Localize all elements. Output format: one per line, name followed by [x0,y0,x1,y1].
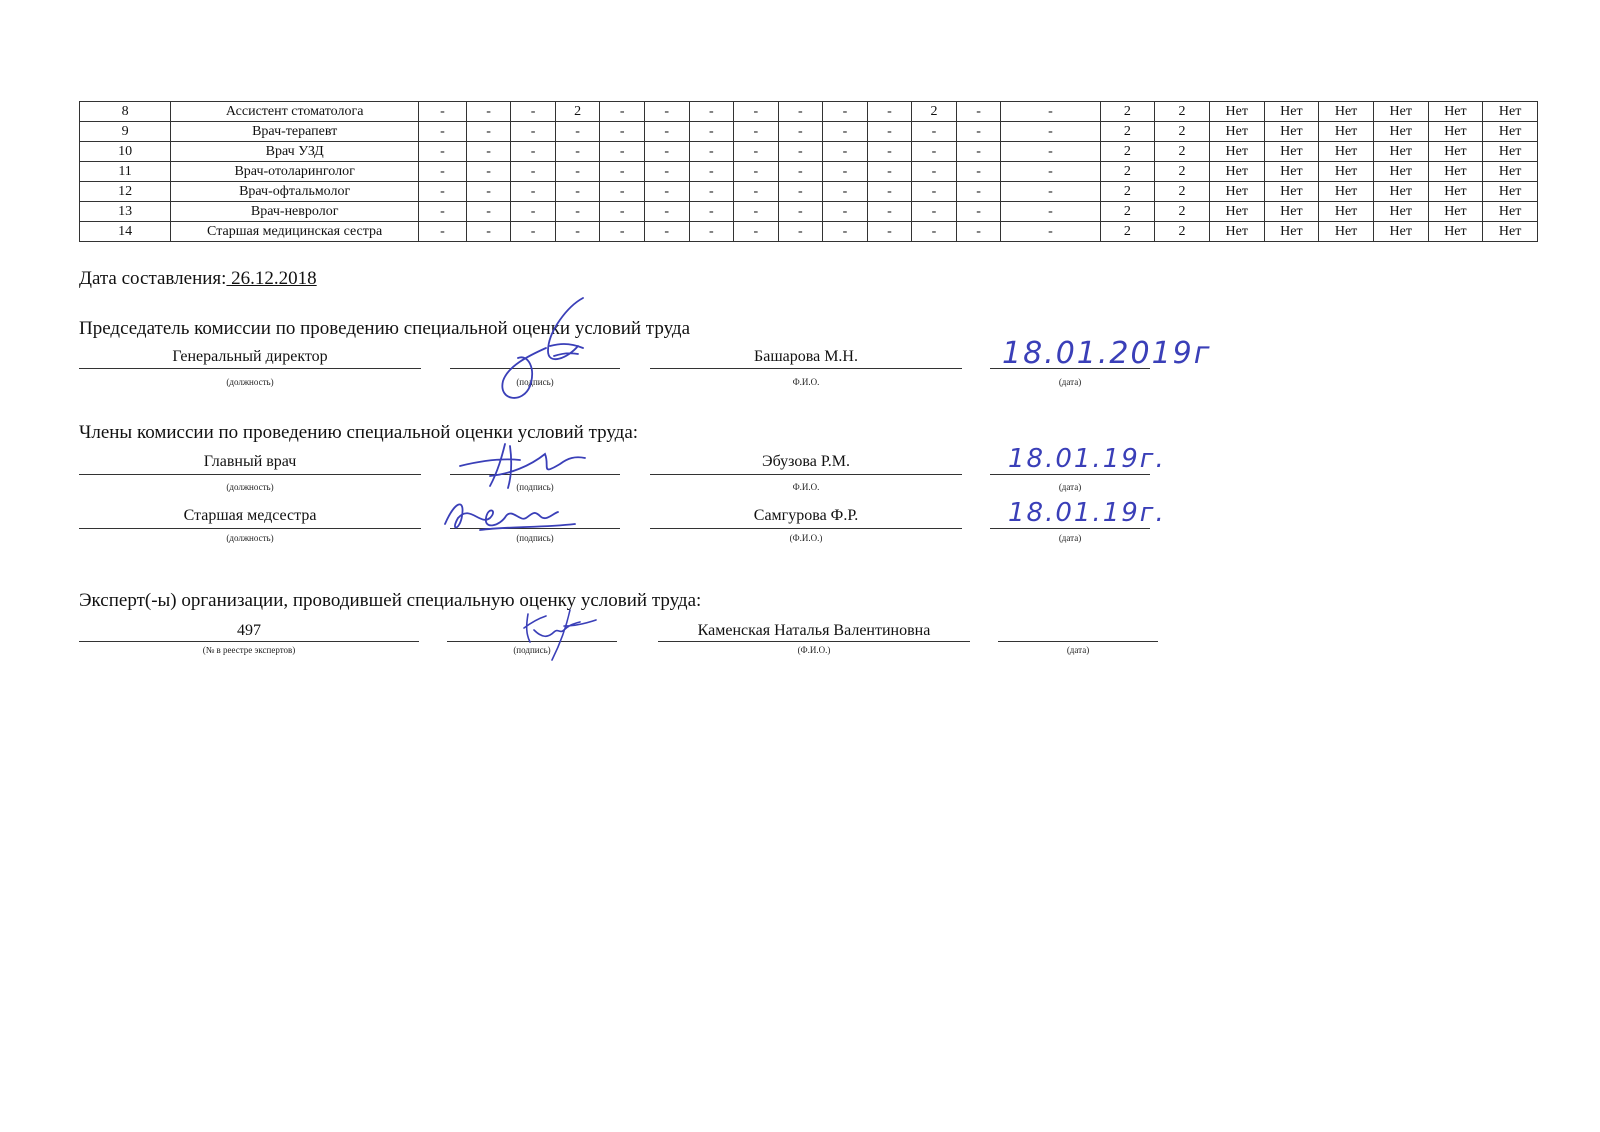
table-cell: - [912,162,957,182]
job-title-cell: Врач-терапевт [171,122,419,142]
table-row [80,102,1538,122]
member-1-fio-caption: Ф.И.О. [792,482,820,492]
compile-date [79,268,317,290]
chairman-position-caption: (должность) [226,377,274,387]
table-cell: - [912,202,957,222]
table-cell: Нет [1483,182,1538,202]
table-cell: - [600,162,645,182]
table-cell: Нет [1373,122,1428,142]
members-heading: Члены комиссии по проведению специальной оценки условий труда: [79,422,639,443]
member-2-date-caption: (дата) [1058,533,1082,543]
table-cell: - [511,182,556,202]
member-2-name-line [650,528,962,529]
member-1-signature [450,436,590,501]
member-1-name: Эбузова Р.М. [762,453,850,470]
member-2-signature-caption: (подпись) [516,533,554,543]
table-cell: - [823,202,868,222]
table-cell: Нет [1428,222,1483,242]
table-cell: - [823,182,868,202]
table-cell: Нет [1319,182,1374,202]
table-cell: - [419,202,467,222]
compile-date-value: 26.12.2018 [226,268,317,289]
table-cell: - [555,142,600,162]
table-cell: - [867,202,912,222]
table-cell: - [734,122,779,142]
table-cell: - [1001,102,1100,122]
table-cell: 2 [1100,142,1155,162]
table-cell: Нет [1209,222,1264,242]
table-cell: - [1001,122,1100,142]
compile-date-label: Дата составления: [79,268,227,289]
table-row [80,182,1538,202]
table-cell: - [511,202,556,222]
table-cell: - [867,142,912,162]
table-cell: - [555,122,600,142]
table-cell: - [644,202,689,222]
table-cell: - [419,102,467,122]
table-cell: - [419,222,467,242]
table-row [80,122,1538,142]
table-cell: - [689,182,734,202]
job-title-cell: Врач-отоларинголог [171,162,419,182]
table-cell: - [912,182,957,202]
expert-name-line [658,641,970,642]
chairman-heading: Председатель комиссии по проведению специальной оценки условий труда [79,318,690,339]
table-cell: - [600,142,645,162]
table-cell: - [1001,222,1100,242]
row-number-cell: 12 [80,182,171,202]
table-cell: - [555,222,600,242]
chairman-name-line [650,368,962,369]
table-cell: - [912,122,957,142]
table-cell: Нет [1483,102,1538,122]
member-1-position-caption: (должность) [226,482,274,492]
table-cell: - [912,142,957,162]
table-cell: - [555,162,600,182]
member-2-signature [440,496,580,541]
chairman-name: Башарова М.Н. [754,348,858,365]
table-cell: - [466,222,511,242]
table-cell: - [956,182,1001,202]
table-cell: - [600,102,645,122]
table-cell: - [511,102,556,122]
table-cell: - [689,222,734,242]
table-cell: - [734,102,779,122]
table-cell: Нет [1264,222,1319,242]
member-2-date-handwritten: 18.01.19г. [1008,498,1166,528]
table-cell: Нет [1264,162,1319,182]
table-cell: Нет [1483,142,1538,162]
table-cell: - [778,142,823,162]
row-number-cell: 13 [80,202,171,222]
table-cell: Нет [1428,182,1483,202]
table-cell: - [644,122,689,142]
table-cell: 2 [1100,102,1155,122]
table-cell: - [419,182,467,202]
table-cell: Нет [1209,102,1264,122]
table-cell: - [511,162,556,182]
table-cell: Нет [1264,122,1319,142]
expert-registry-caption: (№ в реестре экспертов) [202,645,296,655]
table-cell: - [644,222,689,242]
table-cell: - [419,162,467,182]
member-1-date-line [990,474,1150,475]
table-row [80,142,1538,162]
table-cell: - [778,202,823,222]
table-cell: - [689,202,734,222]
table-cell: Нет [1209,162,1264,182]
table-cell: - [466,162,511,182]
member-2-fio-caption: (Ф.И.О.) [789,533,823,543]
table-cell: - [689,142,734,162]
row-number-cell: 11 [80,162,171,182]
chairman-position-line [79,368,421,369]
member-2-position-line [79,528,421,529]
table-cell: Нет [1209,122,1264,142]
table-cell: - [778,162,823,182]
expert-date-caption: (дата) [1066,645,1090,655]
table-cell: Нет [1319,102,1374,122]
job-title-cell: Врач УЗД [171,142,419,162]
table-cell: - [600,182,645,202]
expert-name: Каменская Наталья Валентиновна [697,622,931,639]
member-2-position-caption: (должность) [226,533,274,543]
table-cell: - [956,102,1001,122]
chairman-date-caption: (дата) [1058,377,1082,387]
table-cell: 2 [1155,202,1210,222]
member-2-name: Самгурова Ф.Р. [753,507,859,524]
table-cell: 2 [1100,202,1155,222]
table-cell: - [1001,202,1100,222]
table-cell: - [778,102,823,122]
table-cell: 2 [912,102,957,122]
table-cell: - [778,182,823,202]
table-cell: Нет [1319,142,1374,162]
table-cell: Нет [1428,162,1483,182]
table-cell: - [823,122,868,142]
table-cell: - [511,122,556,142]
table-cell: Нет [1209,182,1264,202]
chairman-date-handwritten: 18.01.2019г [1002,336,1212,371]
table-cell: Нет [1373,222,1428,242]
table-cell: - [466,142,511,162]
table-cell: - [600,202,645,222]
expert-registry-number: 497 [237,622,261,639]
row-number-cell: 9 [80,122,171,142]
table-cell: 2 [1100,182,1155,202]
table-cell: 2 [555,102,600,122]
table-cell: Нет [1209,202,1264,222]
table-cell: Нет [1428,142,1483,162]
job-title-cell: Ассистент стоматолога [171,102,419,122]
table-cell: - [689,122,734,142]
table-cell: - [689,162,734,182]
table-cell: - [867,122,912,142]
expert-date-line [998,641,1158,642]
table-cell: - [956,142,1001,162]
expert-signature [520,608,600,669]
experts-heading: Эксперт(-ы) организации, проводившей специальную оценку условий труда: [79,590,702,611]
table-cell: - [466,182,511,202]
table-cell: - [466,102,511,122]
table-cell: - [956,202,1001,222]
table-cell: Нет [1373,162,1428,182]
table-cell: - [734,202,779,222]
table-cell: - [419,142,467,162]
chairman-signature [488,296,608,411]
table-cell: 2 [1155,122,1210,142]
member-1-date-handwritten: 18.01.19г. [1008,444,1166,474]
table-cell: - [734,182,779,202]
job-title-cell: Врач-невролог [171,202,419,222]
table-cell: 2 [1155,222,1210,242]
table-row [80,222,1538,242]
table-cell: - [823,142,868,162]
table-cell: - [644,142,689,162]
table-cell: Нет [1373,202,1428,222]
table-cell: - [419,122,467,142]
table-cell: - [823,162,868,182]
table-cell: Нет [1264,142,1319,162]
table-cell: Нет [1319,222,1374,242]
table-cell: - [600,122,645,142]
expert-signature-caption: (подпись) [513,645,551,655]
table-cell: Нет [1428,102,1483,122]
table-cell: - [466,122,511,142]
table-cell: - [867,222,912,242]
table-cell: - [867,182,912,202]
member-1-position-line [79,474,421,475]
table-cell: - [1001,182,1100,202]
table-cell: 2 [1100,122,1155,142]
job-title-cell: Врач-офтальмолог [171,182,419,202]
table-cell: Нет [1209,142,1264,162]
table-cell: - [823,102,868,122]
table-cell: Нет [1373,102,1428,122]
table-cell: - [867,102,912,122]
table-cell: Нет [1264,182,1319,202]
expert-fio-caption: (Ф.И.О.) [797,645,831,655]
table-cell: 2 [1155,142,1210,162]
job-title-cell: Старшая медицинская сестра [171,222,419,242]
table-cell: - [555,202,600,222]
member-1-position: Главный врач [203,453,297,470]
member-2-position: Старшая медсестра [183,507,317,524]
table-cell: Нет [1319,122,1374,142]
table-cell: 2 [1100,162,1155,182]
table-cell: - [956,222,1001,242]
table-cell: 2 [1155,102,1210,122]
table-row [80,202,1538,222]
table-cell: - [912,222,957,242]
row-number-cell: 8 [80,102,171,122]
table-cell: - [644,182,689,202]
table-cell: - [511,142,556,162]
table-cell: - [956,122,1001,142]
table-cell: - [823,222,868,242]
member-1-name-line [650,474,962,475]
table-cell: Нет [1483,162,1538,182]
member-1-signature-caption: (подпись) [516,482,554,492]
table-row [80,162,1538,182]
sout-results-table [79,101,1538,242]
table-cell: 2 [1155,162,1210,182]
table-cell: - [778,122,823,142]
table-cell: - [600,222,645,242]
table-cell: - [867,162,912,182]
member-2-date-line [990,528,1150,529]
chairman-signature-caption: (подпись) [516,377,554,387]
table-cell: - [555,182,600,202]
table-cell: - [734,162,779,182]
table-cell: Нет [1483,122,1538,142]
table-cell: - [734,142,779,162]
row-number-cell: 14 [80,222,171,242]
table-cell: - [956,162,1001,182]
table-cell: - [644,102,689,122]
table-cell: Нет [1483,202,1538,222]
chairman-position: Генеральный директор [172,348,328,365]
table-cell: Нет [1483,222,1538,242]
table-cell: Нет [1428,202,1483,222]
row-number-cell: 10 [80,142,171,162]
member-1-date-caption: (дата) [1058,482,1082,492]
table-cell: Нет [1319,162,1374,182]
table-cell: Нет [1428,122,1483,142]
chairman-fio-caption: Ф.И.О. [792,377,820,387]
table-cell: - [466,202,511,222]
table-cell: Нет [1373,182,1428,202]
table-cell: - [734,222,779,242]
table-cell: - [1001,162,1100,182]
table-cell: - [778,222,823,242]
table-cell: 2 [1100,222,1155,242]
table-cell: - [644,162,689,182]
table-cell: Нет [1319,202,1374,222]
table-cell: Нет [1264,102,1319,122]
table-cell: - [689,102,734,122]
table-cell: Нет [1264,202,1319,222]
table-cell: - [511,222,556,242]
table-cell: - [1001,142,1100,162]
expert-registry-line [79,641,419,642]
table-cell: Нет [1373,142,1428,162]
table-cell: 2 [1155,182,1210,202]
